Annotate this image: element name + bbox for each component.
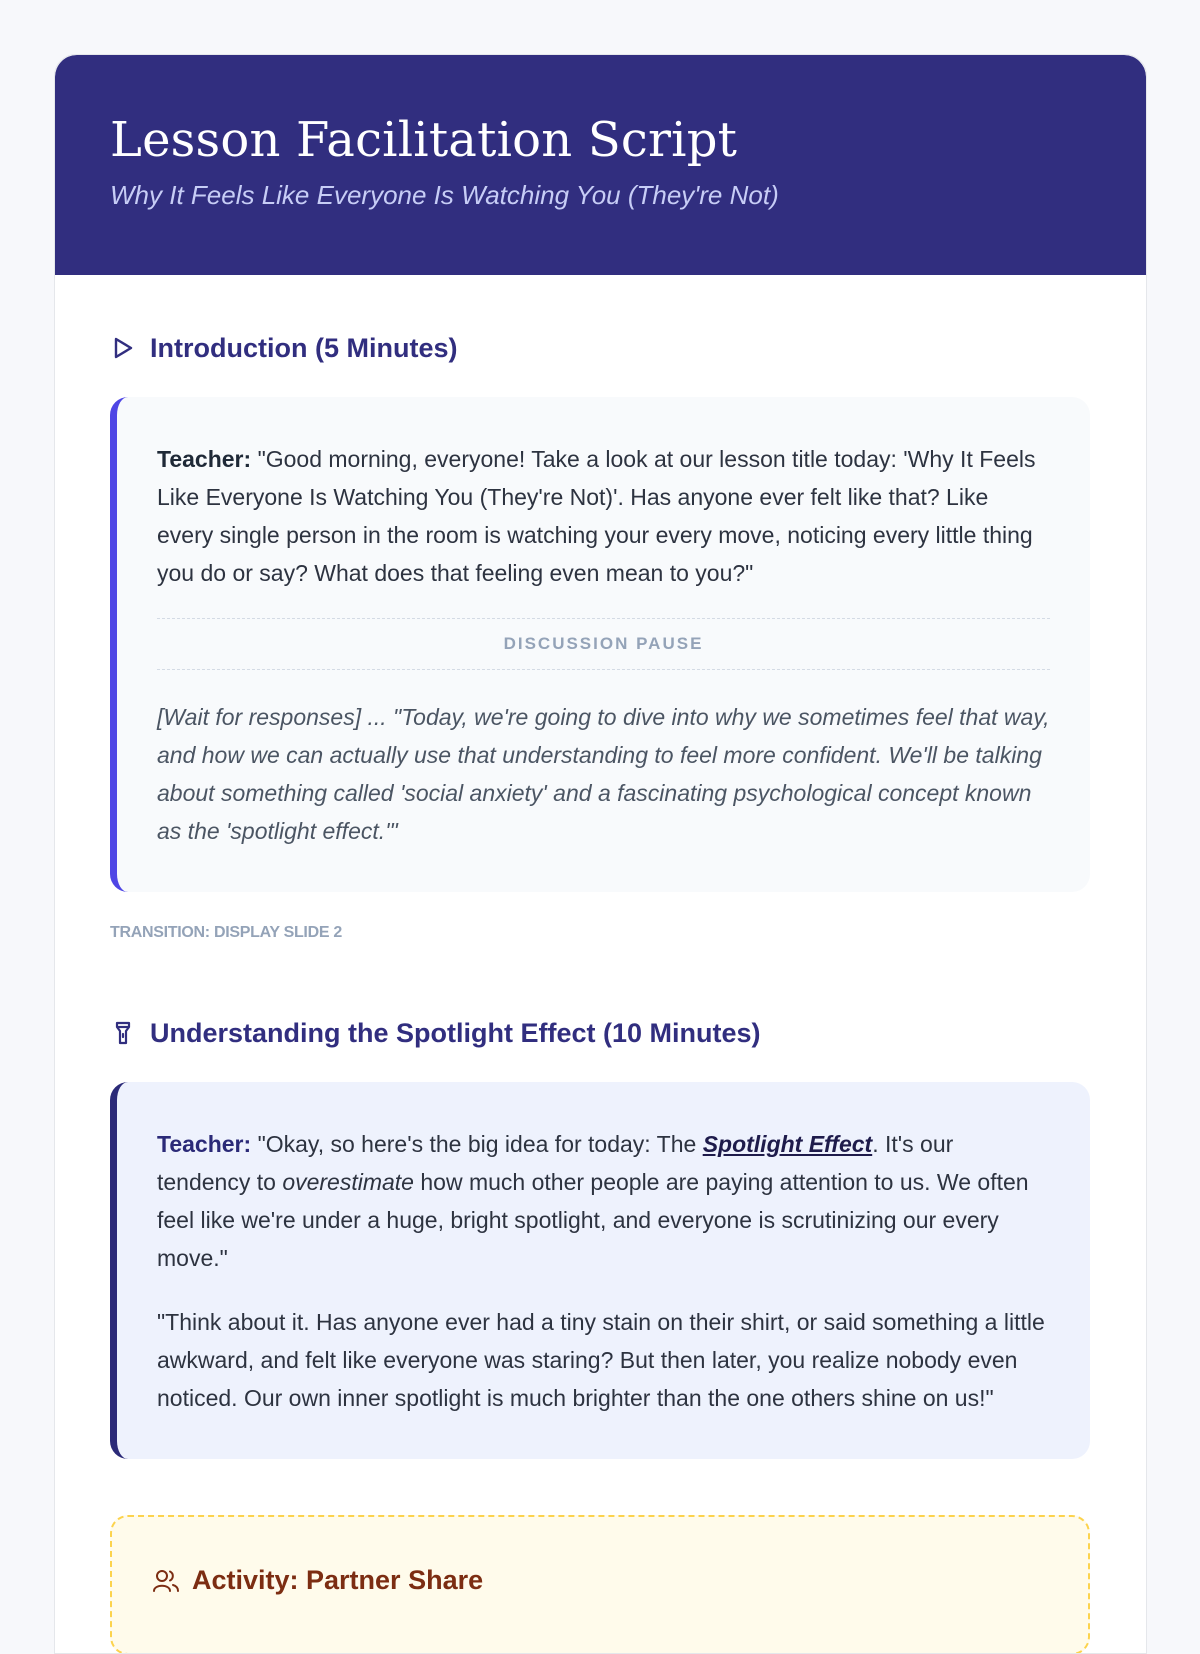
play-icon xyxy=(110,335,136,361)
section-heading-spotlight xyxy=(110,1016,1090,1050)
discussion-pause xyxy=(157,618,1050,670)
speaker-label: Teacher: xyxy=(157,1131,252,1157)
transition-note: TRANSITION: DISPLAY SLIDE 2 xyxy=(110,924,342,941)
activity-heading xyxy=(152,1565,1048,1596)
teacher-dialogue-paragraph: "Think about it. Has anyone ever had a tiny stain on their shirt, or said something a little awkward, and felt like everyone was staring? But then later, you realize nobody even noticed. Our own inner spotlight is much brighter than the one others shine on us!" xyxy=(157,1309,1045,1411)
page-subtitle: Why It Feels Like Everyone Is Watching You (They're Not) xyxy=(110,180,779,210)
key-term: Spotlight Effect xyxy=(702,1131,873,1157)
teacher-dialogue-part: "Okay, so here's the big idea for today: The xyxy=(257,1131,703,1157)
teacher-line xyxy=(157,440,1050,592)
script-content xyxy=(55,275,1146,1654)
page-title: Lesson Facilitation Script xyxy=(110,112,738,168)
teacher-dialogue-part: . It's our tendency to xyxy=(157,1131,954,1195)
script-card-introduction xyxy=(110,397,1090,892)
section-title: Introduction (5 Minutes) xyxy=(150,332,458,363)
page-header xyxy=(55,55,1146,275)
teacher-dialogue: "Good morning, everyone! Take a look at our lesson title today: 'Why It Feels Like Everyone Is Watching You (They're Not)'. Has anyone ever felt like that? Like every single person in the room is watching your every move, noticing every little thing you do or say? What does that feeling even mean to you?" xyxy=(157,446,1036,586)
pause-label: DISCUSSION PAUSE xyxy=(503,634,704,653)
emphasis-word: overestimate xyxy=(282,1169,414,1195)
users-icon xyxy=(152,1567,180,1595)
script-card-spotlight xyxy=(110,1082,1090,1459)
teacher-dialogue-part: how much other people are paying attention to us. We often feel like we're under a huge, bright spotlight, and everyone is scrutinizing our every move." xyxy=(157,1169,1029,1271)
flashlight-icon xyxy=(110,1020,136,1046)
teacher-line xyxy=(157,1125,1050,1277)
activity-title: Activity: Partner Share xyxy=(192,1565,484,1595)
section-heading-introduction xyxy=(110,331,1090,365)
lesson-page xyxy=(54,54,1147,1654)
followup-dialogue: [Wait for responses] ... "Today, we're going to dive into why we sometimes feel that way, and how we can actually use that understanding to feel more confident. We'll be talking about something called 'social anxiety' and a fascinating psychological concept known as the 'spotlight effect.'" xyxy=(157,704,1050,844)
section-title: Understanding the Spotlight Effect (10 Minutes) xyxy=(150,1017,761,1048)
speaker-label: Teacher: xyxy=(157,446,252,472)
activity-box xyxy=(110,1515,1090,1654)
